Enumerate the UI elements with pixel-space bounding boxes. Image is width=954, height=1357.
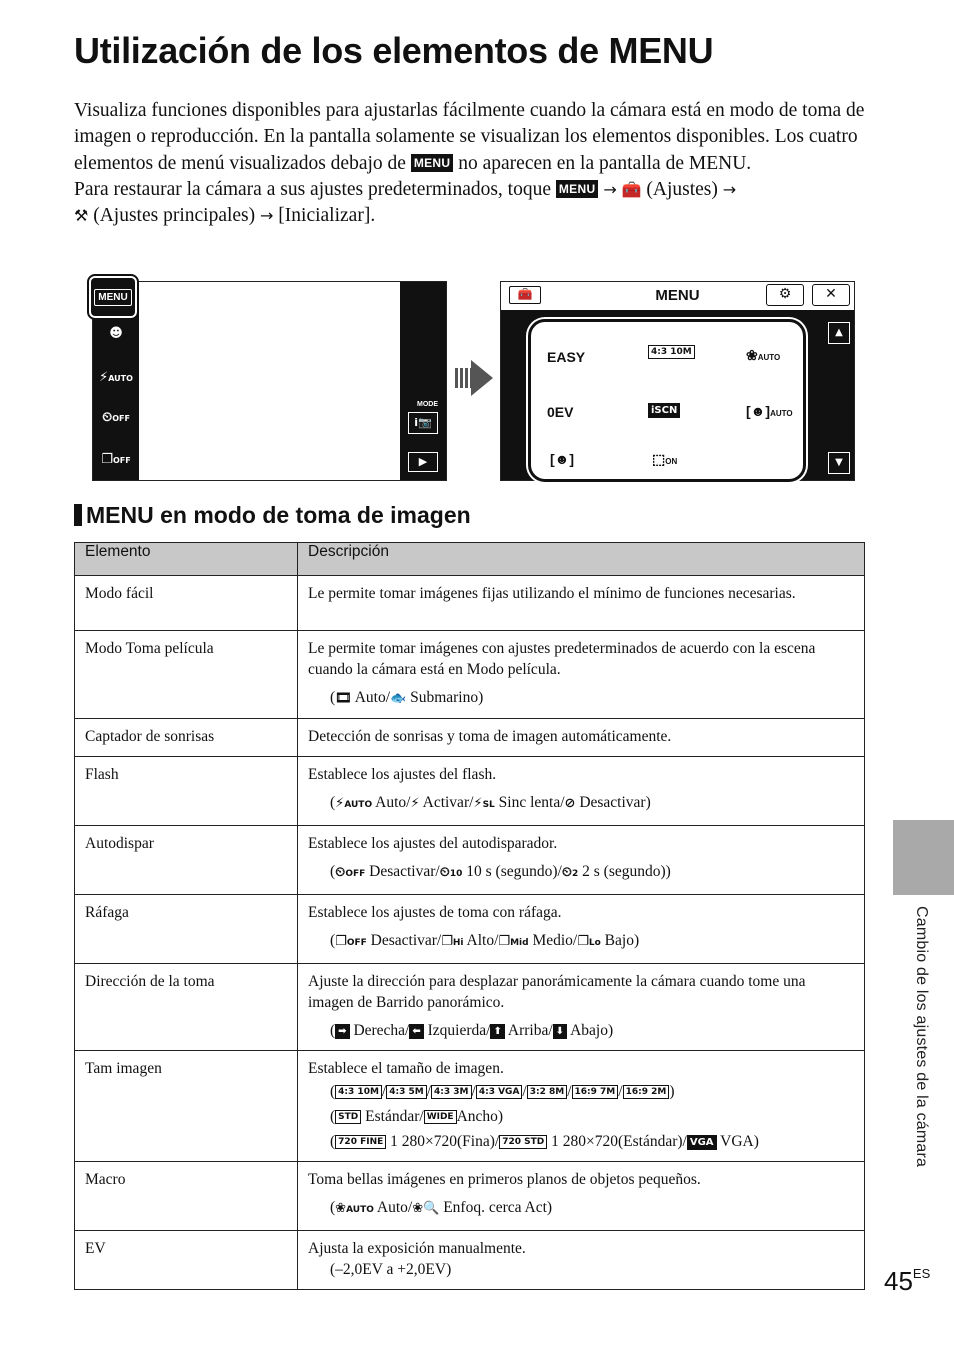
item-cell: Flash xyxy=(75,757,298,826)
size-10m-icon: 4:3 10M xyxy=(335,1085,382,1099)
item-cell: Modo Toma película xyxy=(75,631,298,719)
item-cell: Ráfaga xyxy=(75,895,298,964)
option-text: 1 280×720(Estándar)/ xyxy=(551,1133,687,1150)
image-size-item[interactable] xyxy=(648,345,695,359)
item-cell: Autodispar xyxy=(75,826,298,895)
option-line: (⚡AUTO Auto/⚡ Activar/⚡SL Sinc lenta/⊘ Desactivar) xyxy=(330,794,651,811)
main-settings-icon: ⚒ xyxy=(74,206,89,226)
arrow-right-icon: → xyxy=(603,179,617,199)
desc-cell xyxy=(298,1051,865,1162)
intro-text xyxy=(74,98,874,229)
desc-cell xyxy=(298,895,865,964)
arrow-right-icon xyxy=(471,360,493,396)
item-cell: Tam imagen xyxy=(75,1051,298,1162)
burst-off-icon: ❐OFF xyxy=(101,452,131,467)
playback-icon[interactable]: ▶ xyxy=(408,452,438,472)
page-title: Utilización de los elementos de MENU xyxy=(74,30,714,71)
vga-movie-icon: VGA xyxy=(687,1135,717,1150)
size-vga-icon: 4:3 VGA xyxy=(476,1085,523,1099)
desc-text: Le permite tomar imágenes fijas utilizando el mínimo de funciones necesarias. xyxy=(308,585,796,602)
menu-title: MENU xyxy=(655,287,700,304)
desc-cell xyxy=(298,964,865,1051)
macro-auto-icon: ❀AUTO xyxy=(335,1201,374,1216)
close-focus-icon: ❀🔍 xyxy=(412,1201,440,1216)
option-text: Bajo) xyxy=(604,932,640,949)
movie-auto-icon: 🎞 xyxy=(335,691,352,706)
page-language: ES xyxy=(912,1266,931,1281)
smile-icon: ☻ xyxy=(109,326,123,341)
iscn-icon: iSCN xyxy=(648,403,680,418)
option-text: Desactivar/ xyxy=(370,932,442,949)
size-5m-icon: 4:3 5M xyxy=(386,1085,426,1099)
option-text: Alto/ xyxy=(466,932,499,949)
table-header-row xyxy=(75,543,865,576)
easy-mode-item[interactable]: EASY xyxy=(547,349,586,365)
desc-text: Establece el tamaño de imagen. xyxy=(308,1060,504,1077)
burst-low-icon: ❐Lo xyxy=(577,934,601,949)
item-cell: Dirección de la toma xyxy=(75,964,298,1051)
hd-fine-icon: 720 FINE xyxy=(335,1135,386,1149)
option-line: ( 4:3 10M / 4:3 5M / 4:3 3M / 4:3 VGA / 3:2 8M / 16:9 7M / 16:9 2M ) xyxy=(330,1083,675,1100)
desc-cell xyxy=(298,631,865,719)
desc-text: Establece los ajustes del flash. xyxy=(308,766,497,783)
menu-panel xyxy=(531,322,803,479)
option-line: (❐OFF Desactivar/❐Hi Alto/❐Mid Medio/❐Lo Bajo) xyxy=(330,932,640,949)
option-text: Estándar/ xyxy=(365,1108,424,1125)
flash-off-icon: ⊘ xyxy=(564,796,576,811)
table-row xyxy=(75,826,865,895)
flash-on-icon: ⚡ xyxy=(410,796,420,811)
menu-items-table xyxy=(74,542,865,1290)
tulip-icon: ❀ xyxy=(746,347,758,363)
desc-text: Ajuste la dirección para desplazar panorámicamente la cámara cuando tome una imagen de Barrido panorámico. xyxy=(308,973,806,1011)
size-7m-icon: 16:9 7M xyxy=(572,1085,619,1099)
item-cell: Captador de sonrisas xyxy=(75,719,298,757)
arrow-left-icon: ⬅ xyxy=(409,1024,423,1039)
option-line: ( 720 FINE 1 280×720(Fina)/ 720 STD 1 280×720(Estándar)/ VGA VGA) xyxy=(330,1133,759,1150)
section-marker xyxy=(74,504,82,526)
frame-icon: ⬚ xyxy=(652,451,666,467)
item-cell: EV xyxy=(75,1231,298,1290)
desc-cell xyxy=(298,1231,865,1290)
scroll-down-icon[interactable]: ▼ xyxy=(828,452,850,474)
option-line: ( ➡ Derecha/ ⬅ Izquierda/ ⬆ Arriba/ ⬇ Abajo) xyxy=(330,1022,614,1039)
option-text: Auto/ xyxy=(354,689,391,706)
option-text: Enfoq. cerca Act) xyxy=(443,1199,553,1216)
size-2m-icon: 16:9 2M xyxy=(623,1085,670,1099)
table-row xyxy=(75,757,865,826)
table-row xyxy=(75,719,865,757)
option-text: Auto/ xyxy=(376,1199,413,1216)
desc-text: Establece los ajustes del autodisparador. xyxy=(308,835,558,852)
self-timer-10-icon: ⏲10 xyxy=(439,865,463,880)
intro-part: (Ajustes) xyxy=(646,178,718,200)
page-number xyxy=(884,1266,930,1297)
desc-cell xyxy=(298,576,865,631)
size-3m-icon: 4:3 3M xyxy=(431,1085,471,1099)
page-number-value: 45 xyxy=(884,1266,913,1296)
chapter-label: Cambio de los ajustes de la cámara xyxy=(913,906,930,1168)
table-row xyxy=(75,631,865,719)
desc-text: Le permite tomar imágenes con ajustes predeterminados de acuerdo con la escena cuando la cámara está en Modo película. xyxy=(308,640,816,678)
smile-detect-item[interactable] xyxy=(550,451,574,467)
table-row xyxy=(75,1231,865,1290)
table-row xyxy=(75,964,865,1051)
desc-cell xyxy=(298,1162,865,1231)
table-row xyxy=(75,895,865,964)
option-text: Arriba/ xyxy=(507,1022,553,1039)
desc-cell xyxy=(298,719,865,757)
self-timer-2-icon: ⏲2 xyxy=(561,865,579,880)
macro-auto-label: AUTO xyxy=(757,353,781,362)
camera-screen-shooting xyxy=(92,281,447,481)
option-text: VGA) xyxy=(720,1133,759,1150)
item-cell: Macro xyxy=(75,1162,298,1231)
ev-item[interactable]: 0EV xyxy=(547,404,574,420)
option-line: ( STD Estándar/ WIDE Ancho) xyxy=(330,1108,504,1125)
wide-icon: WIDE xyxy=(424,1110,457,1124)
section-title xyxy=(74,502,471,529)
right-button-bar xyxy=(400,282,446,480)
macro-item[interactable] xyxy=(746,347,780,364)
intro-part: Para restaurar la cámara a sus ajustes predeterminados, toque xyxy=(74,178,552,200)
gear-icon[interactable]: ⚙ xyxy=(766,284,804,306)
desc-cell xyxy=(298,757,865,826)
section-title-text: MENU en modo de toma de imagen xyxy=(86,502,471,528)
menu-topbar xyxy=(501,282,854,311)
menu-icon: MENU xyxy=(411,154,454,172)
grid-item[interactable] xyxy=(652,451,677,468)
option-text: Desactivar) xyxy=(579,794,651,811)
toolbox-icon[interactable]: 🧰 xyxy=(509,286,541,304)
option-text: Abajo) xyxy=(570,1022,614,1039)
option-text: Ancho) xyxy=(456,1108,504,1125)
toolbox-icon: 🧰 xyxy=(621,179,642,199)
option-text: Submarino) xyxy=(410,689,484,706)
movie-underwater-icon: 🐟 xyxy=(390,691,407,706)
arrow-down-icon: ⬇ xyxy=(553,1024,567,1039)
scene-auto-label: AUTO xyxy=(770,409,793,418)
option-text: 10 s (segundo)/ xyxy=(466,863,562,880)
scene-recognition-item[interactable] xyxy=(746,403,793,419)
face-smile-icon: [☻] xyxy=(550,451,575,467)
self-timer-off-icon: ⏲OFF xyxy=(102,410,130,425)
iscn-item[interactable] xyxy=(648,401,680,418)
option-text: Activar/ xyxy=(422,794,474,811)
header-element: Elemento xyxy=(75,543,298,576)
option-line: (–2,0EV a +2,0EV) xyxy=(330,1261,452,1278)
menu-icon: MENU xyxy=(556,180,599,198)
size-8m-icon: 3:2 8M xyxy=(527,1085,567,1099)
arrow-up-icon: ⬆ xyxy=(490,1024,504,1039)
desc-text: Toma bellas imágenes en primeros planos de objetos pequeños. xyxy=(308,1171,701,1188)
camera-mode-icon[interactable]: i📷 xyxy=(408,412,438,434)
intro-part: Visualiza funciones disponibles para ajustarlas fácilmente cuando la cámara está en modo de toma de imagen o reproducción. En la pantalla solamente se visualizan los elementos disponibles. Los cuatro elementos de menú visualizados debajo de xyxy=(74,100,865,174)
option-text: Derecha/ xyxy=(353,1022,410,1039)
face-frame-icon: [☻] xyxy=(746,403,771,419)
hd-std-icon: 720 STD xyxy=(499,1135,547,1149)
option-line: (❀AUTO Auto/❀🔍 Enfoq. cerca Act) xyxy=(330,1199,553,1216)
desc-text: Ajusta la exposición manualmente. xyxy=(308,1240,526,1257)
option-text: Auto/ xyxy=(375,794,411,811)
menu-button-label: MENU xyxy=(94,289,131,306)
table-row xyxy=(75,1051,865,1162)
option-text: Medio/ xyxy=(532,932,578,949)
grid-on-label: ON xyxy=(665,457,678,466)
flash-auto-icon: ⚡AUTO xyxy=(335,796,373,811)
desc-cell xyxy=(298,826,865,895)
menu-button[interactable] xyxy=(89,276,137,318)
arrow-right-icon: → xyxy=(722,179,737,199)
desc-text: Detección de sonrisas y toma de imagen automáticamente. xyxy=(308,728,672,745)
burst-mid-icon: ❐Mid xyxy=(498,934,529,949)
close-icon[interactable]: ✕ xyxy=(812,284,850,306)
option-text: 2 s (segundo)) xyxy=(582,863,671,880)
table-row xyxy=(75,1162,865,1231)
arrow-stem xyxy=(455,368,471,388)
std-icon: STD xyxy=(335,1110,361,1124)
chapter-tab xyxy=(893,820,954,895)
mode-label: MODE xyxy=(417,401,438,408)
burst-high-icon: ❐Hi xyxy=(441,934,464,949)
arrow-right-icon: → xyxy=(260,206,274,226)
intro-part: (Ajustes principales) xyxy=(93,205,256,227)
self-timer-off-icon: ⏲OFF xyxy=(335,865,366,880)
size-icon: 4:3 10M xyxy=(648,345,695,359)
table-row xyxy=(75,576,865,631)
intro-part: [Inicializar]. xyxy=(278,205,376,227)
camera-screen-menu xyxy=(500,281,855,481)
header-description: Descripción xyxy=(298,543,865,576)
intro-part: no aparecen en la pantalla de MENU. xyxy=(458,152,752,174)
option-text: Izquierda/ xyxy=(427,1022,491,1039)
option-text: Sinc lenta/ xyxy=(498,794,565,811)
scroll-up-icon[interactable]: ▲ xyxy=(828,322,850,344)
flash-auto-icon: ⚡AUTO xyxy=(99,370,133,385)
burst-off-icon: ❐OFF xyxy=(335,934,367,949)
item-cell: Modo fácil xyxy=(75,576,298,631)
arrow-right-icon: ➡ xyxy=(335,1024,349,1039)
option-line: (🎞 Auto/🐟 Submarino) xyxy=(330,689,484,706)
option-text: 1 280×720(Fina)/ xyxy=(390,1133,500,1150)
desc-text: Establece los ajustes de toma con ráfaga. xyxy=(308,904,562,921)
option-line: (⏲OFF Desactivar/⏲10 10 s (segundo)/⏲2 2 s (segundo)) xyxy=(330,863,671,880)
option-text: Desactivar/ xyxy=(369,863,440,880)
flash-slow-sync-icon: ⚡SL xyxy=(473,796,495,811)
